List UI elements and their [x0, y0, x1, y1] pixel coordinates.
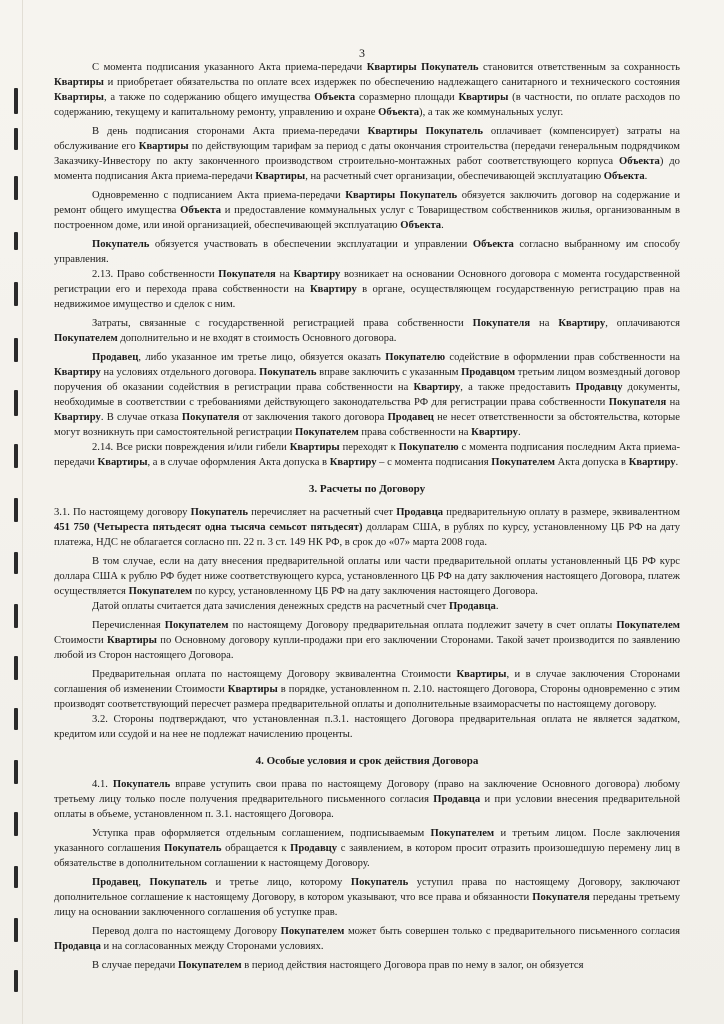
binding-mark [14, 176, 18, 200]
binding-mark [14, 656, 18, 680]
binding-marks [0, 0, 30, 1024]
paragraph: Датой оплаты считается дата зачисления денежных средств на расчетный счет Продавца. [92, 601, 499, 612]
binding-mark [14, 338, 18, 362]
clause-2-13: 2.13. Право собственности Покупателя на Квартиру возникает на основании Основного договора с момента государственной регистрации его и перехода права собственности на Квартиру в органе, осуществляющем государственную регистрацию прав на недвижимое имущество и сделок с ним. [54, 269, 680, 310]
binding-mark [14, 970, 18, 992]
paragraph: В случае передачи Покупателем в период действия настоящего Договора прав по нему в залог, он обязуется [92, 960, 584, 971]
clause-3-1: 3.1. По настоящему договору Покупатель перечисляет на расчетный счет Продавца предварительную оплату в размере, эквивалентном 451 750 (Четыреста пятьдесят одна тысяча семьсот пятьдесят) долларам США, в рублях по курсу, установленному ЦБ РФ на дату платежа, НДС не облагается согласно пп. 22 п. 3 ст. 149 НК РФ, в срок до «07» марта 2008 года. [54, 507, 680, 548]
binding-mark [14, 128, 18, 150]
section-3-heading: 3. Расчеты по Договору [308, 483, 426, 495]
binding-mark [14, 498, 18, 522]
binding-mark [14, 760, 18, 784]
binding-mark [14, 552, 18, 574]
section-4-heading: 4. Особые условия и срок действия Договора [255, 755, 479, 767]
clause-2-14: 2.14. Все риски повреждения и/или гибели Квартиры переходят к Покупателю с момента подписания последним Акта приема-передачи Квартиры, а в случае оформления Акта допуска в Квартиру – с момента подписания Покупателем Акта допуска в Квартиру. [54, 442, 680, 468]
paragraph: Уступка прав оформляется отдельным соглашением, подписываемым Покупателем и третьим лицом. После заключения указанного соглашения Покупатель обращается к Продавцу с заявлением, в котором просит отразить произошедшую перемену лиц в обязательстве в дополнительном соглашении к настоящему Договору. [54, 828, 680, 869]
binding-mark [14, 918, 18, 942]
binding-mark [14, 604, 18, 628]
clause-4-1: 4.1. Покупатель вправе уступить свои права по настоящему Договору (право на заключение Основного договора) любому третьему лицу только после получения предварительного письменного согласия Продавца и при условии внесения предварительной оплаты в объеме, установленном п. 3.1. настоящего Договора. [54, 779, 680, 820]
binding-mark [14, 232, 18, 250]
binding-mark [14, 282, 18, 306]
binding-mark [14, 812, 18, 836]
clause-3-2: 3.2. Стороны подтверждают, что установленная п.3.1. настоящего Договора предварительная оплата не является задатком, кредитом или ссудой и на нее не подлежат начислению проценты. [54, 714, 680, 740]
paragraph: Продавец, либо указанное им третье лицо, обязуется оказать Покупателю содействие в оформлении прав собственности на Квартиру на условиях отдельного договора. Покупатель вправе заключить с указанным Продавцом третьим лицом возмездный договор поручения об оказании содействия в регистрации права собственности на Квартиру, а также предоставить Продавцу документы, необходимые в соответствии с требованиями действующего законодательства РФ для регистрации права собственности Покупателя на Квартиру. В случае отказа Покупателя от заключения такого договора Продавец не несет ответственности за обстоятельства, которые могут возникнуть при самостоятельной регистрации Покупателем права собственности на Квартиру. [54, 352, 680, 438]
paragraph: Затраты, связанные с государственной регистрацией права собственности Покупателя на Квартиру, оплачиваются Покупателем дополнительно и не входят в стоимость Основного договора. [54, 318, 680, 344]
binding-mark [14, 444, 18, 468]
binding-mark [14, 88, 18, 114]
paragraph: В день подписания сторонами Акта приема-передачи Квартиры Покупатель оплачивает (компенсирует) затраты на обслуживание его Квартиры по действующим тарифам за период с даты окончания строительства (передачи генеральным подрядчиком Заказчику-Инвестору по акту законченного производством строительно-монтажных работ соответствующего корпуса Объекта) до момента подписания Акта приема-передачи Квартиры, на расчетный счет организации, обеспечивающей эксплуатацию Объекта. [54, 126, 680, 182]
paragraph: Продавец, Покупатель и третье лицо, которому Покупатель уступил права по настоящему Договору, заключают дополнительное соглашение к настоящему Договору, в котором указывают, что все права и обязанности Покупателя переданы третьему лицу на основании заключенного соглашения об уступке прав. [54, 877, 681, 918]
paragraph: Одновременно с подписанием Акта приема-передачи Квартиры Покупатель обязуется заключить договор на содержание и ремонт общего имущества Объекта и предоставление коммунальных услуг с Товариществом собственников жилья, организованным в построенном доме, или иной организацией, обеспечивающей эксплуатацию Объекта. [54, 190, 681, 231]
binding-mark [14, 390, 18, 416]
binding-mark [14, 866, 18, 888]
paragraph: Перечисленная Покупателем по настоящему Договору предварительная оплата подлежит зачету в счет оплаты Покупателем Стоимости Квартиры по Основному договору купли-продажи при его заключении Сторонами. Такой зачет производится по заявлению любой из Сторон настоящего Договора. [54, 620, 680, 661]
paragraph: Перевод долга по настоящему Договору Покупателем может быть совершен только с предварительного письменного согласия Продавца и на согласованных между Сторонами условиях. [54, 926, 680, 952]
binding-mark [14, 708, 18, 730]
paragraph: Предварительная оплата по настоящему Договору эквивалентна Стоимости Квартиры, и в случае заключения Сторонами соглашения об изменении Стоимости Квартиры в порядке, установленном п. 2.10. настоящего Договора, Стороны одновременно с этим производят соответствующий пересчет размера предварительной оплаты и дополнительные взаиморасчеты по настоящему договору. [54, 669, 681, 710]
paragraph: Покупатель обязуется участвовать в обеспечении эксплуатации и управлении Объекта согласно выбранному им способу управления. [54, 239, 680, 265]
paragraph: В том случае, если на дату внесения предварительной оплаты или части предварительной оплаты установленный ЦБ РФ курс доллара США к рублю РФ будет ниже соответствующего курса, установленного ЦБ РФ на дату заключения настоящего Договора, платеж осуществляется Покупателем по курсу, установленному ЦБ РФ на дату заключения настоящего Договора. [54, 556, 680, 597]
page-number: 3 [359, 46, 365, 60]
paragraph: С момента подписания указанного Акта приема-передачи Квартиры Покупатель становится ответственным за сохранность Квартиры и приобретает обязательства по оплате всех издержек по обеспечению надлежащего санитарного и технического состояния Квартиры, а также по содержанию общего имущества Объекта соразмерно площади Квартиры (в частности, по оплате расходов по содержанию, текущему и капитальному ремонту, управлению и охране Объекта), а так же коммунальных услуг. [54, 62, 681, 118]
document-body [54, 60, 680, 973]
